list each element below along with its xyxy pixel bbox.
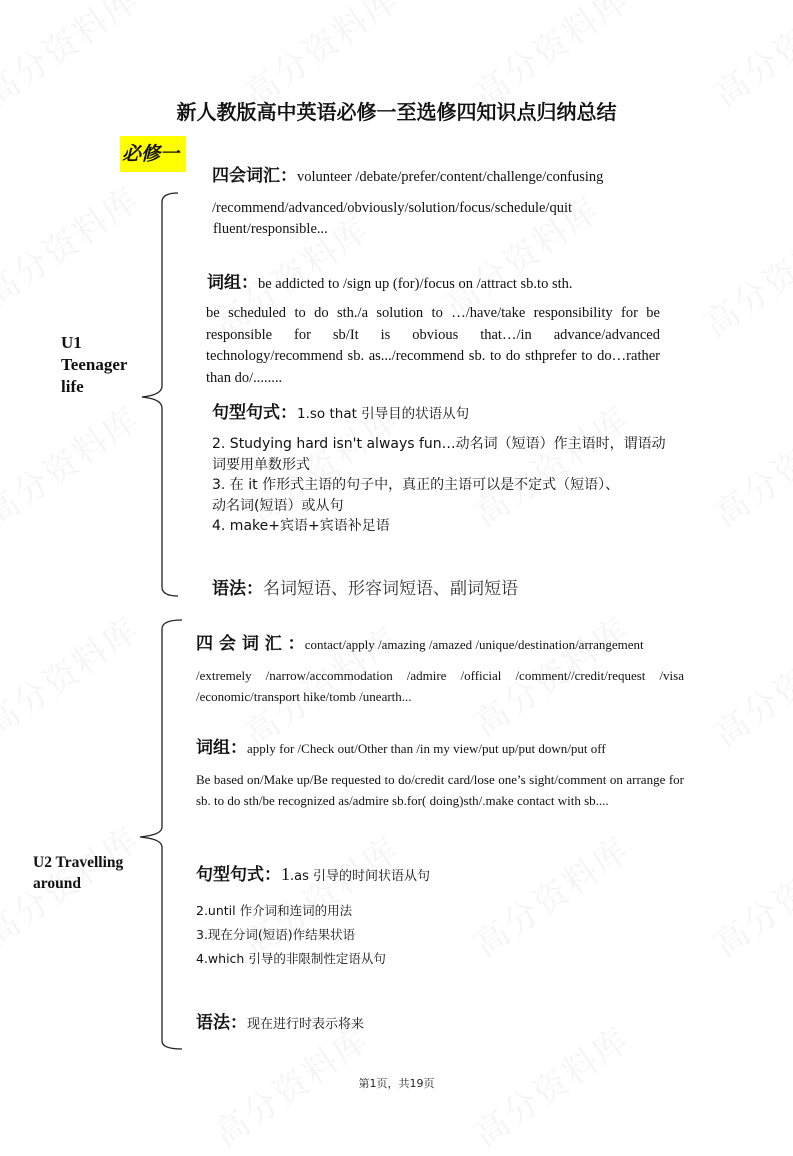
unit-2-brace-icon	[138, 617, 188, 1055]
watermark	[0, 393, 148, 536]
unit-1-sentence-item: 1.so that 引导目的状语从句	[297, 406, 470, 422]
unit-1-phrases-text: be addicted to /sign up (for)/focus on /attract sb.to sth.	[258, 276, 573, 292]
unit-2-phrases-text: apply for /Check out/Other than /in my view/put up/put down/put off	[247, 741, 606, 756]
unit-1-brace-icon	[138, 190, 188, 600]
unit-1-sentence-item: 动名词(短语）或从句	[212, 497, 344, 514]
unit-2-sentences-heading: 句型句式：	[196, 865, 281, 885]
unit-1-vocab-first-line	[212, 166, 603, 188]
unit-2-vocab-heading: 四 会 词 汇 ：	[196, 634, 305, 654]
unit-1-title-line: Teenager	[61, 355, 128, 374]
unit-2-phrases-body: Be based on/Make up/Be requested to do/credit card/lose one’s sight/comment on arrange for sb. to do sth/be recognized as/admire sb.for( doing)sth/.make contact with sb....	[196, 772, 684, 808]
unit-2-sentence-number: 1	[281, 864, 290, 884]
unit-1-phrases-heading: 词组：	[207, 273, 258, 293]
unit-1-label	[61, 332, 127, 398]
unit-2-label	[33, 852, 123, 894]
unit-2-sentence-item: 3.现在分词(短语)作结果状语	[196, 927, 356, 942]
unit-2-vocab-first-line	[196, 634, 644, 655]
unit-2-title-line: U2 Travelling	[33, 854, 124, 871]
unit-2-sentence-item: 4.which 引导的非限制性定语从句	[196, 951, 386, 966]
unit-1-sentence-item: 词要用单数形式	[212, 456, 310, 473]
unit-1-sentence-item: 2. Studying hard isn't always fun…动名词（短语）作主语时，谓语动	[212, 436, 666, 452]
unit-1-sentence-list	[212, 434, 666, 537]
unit-1-sentence-item: 4. make+宾语+宾语补足语	[212, 518, 390, 534]
unit-1-grammar-text: 名词短语、形容词短语、副词短语	[263, 579, 518, 599]
unit-1-grammar-heading: 语法：	[212, 579, 263, 599]
unit-1-vocab-line: fluent/responsible...	[213, 221, 328, 237]
book-tag-highlight: 必修一	[120, 136, 186, 172]
unit-2-phrases-heading: 词组：	[196, 738, 247, 758]
unit-2-title-line: around	[33, 875, 81, 892]
unit-2-sentences-first-line	[196, 860, 430, 885]
watermark	[702, 393, 793, 536]
unit-2-grammar-text: 现在进行时表示将来	[247, 1017, 365, 1032]
unit-1-sentences-first-line	[212, 403, 469, 425]
document-title: 新人教版高中英语必修一至选修四知识点归纳总结	[176, 100, 617, 124]
watermark	[0, 603, 148, 746]
unit-2-grammar-line	[196, 1008, 364, 1033]
unit-1-title-line: life	[61, 377, 84, 396]
watermark	[462, 823, 638, 966]
unit-1-vocab-heading: 四会词汇：	[212, 166, 297, 186]
unit-2-sentence-item: 2.until 作介词和连词的用法	[196, 903, 353, 918]
watermark	[702, 613, 793, 756]
unit-1-grammar-line	[212, 574, 518, 599]
unit-2-sentence-item: .as 引导的时间状语从句	[290, 869, 431, 884]
unit-1-phrases-body: be scheduled to do sth./a solution to …/have/take responsibility for be responsible for sb/It is obvious that…/in advance/advanced technology/recommend sb. as.../recommend sb. to do sthprefer to do…rather than do/........	[206, 305, 660, 386]
unit-1-sentences-heading: 句型句式：	[212, 403, 297, 423]
watermark	[0, 173, 148, 316]
watermark	[692, 203, 793, 346]
unit-2-phrases-first-line	[196, 738, 606, 759]
unit-2-grammar-heading: 语法：	[196, 1013, 247, 1033]
watermark	[702, 823, 793, 966]
unit-2-vocab-text: contact/apply /amazing /amazed /unique/destination/arrangement	[304, 637, 644, 652]
unit-1-phrases-first-line	[207, 273, 573, 295]
unit-1-vocab-text: volunteer /debate/prefer/content/challenge/confusing	[297, 169, 604, 185]
page-number-footer: 第1页，共19页	[358, 1077, 435, 1090]
unit-2-vocab-body: /extremely /narrow/accommodation /admire /official /comment//credit/request /visa /economic/transport hike/tomb /unearth...	[196, 668, 684, 704]
unit-2-sentence-list	[196, 899, 386, 971]
unit-1-sentence-item: 3. 在 it 作形式主语的句子中，真正的主语可以是不定式（短语）、	[212, 477, 620, 493]
unit-1-number: U1	[61, 333, 82, 352]
unit-1-vocab-line: /recommend/advanced/obviously/solution/focus/schedule/quit	[212, 200, 573, 216]
